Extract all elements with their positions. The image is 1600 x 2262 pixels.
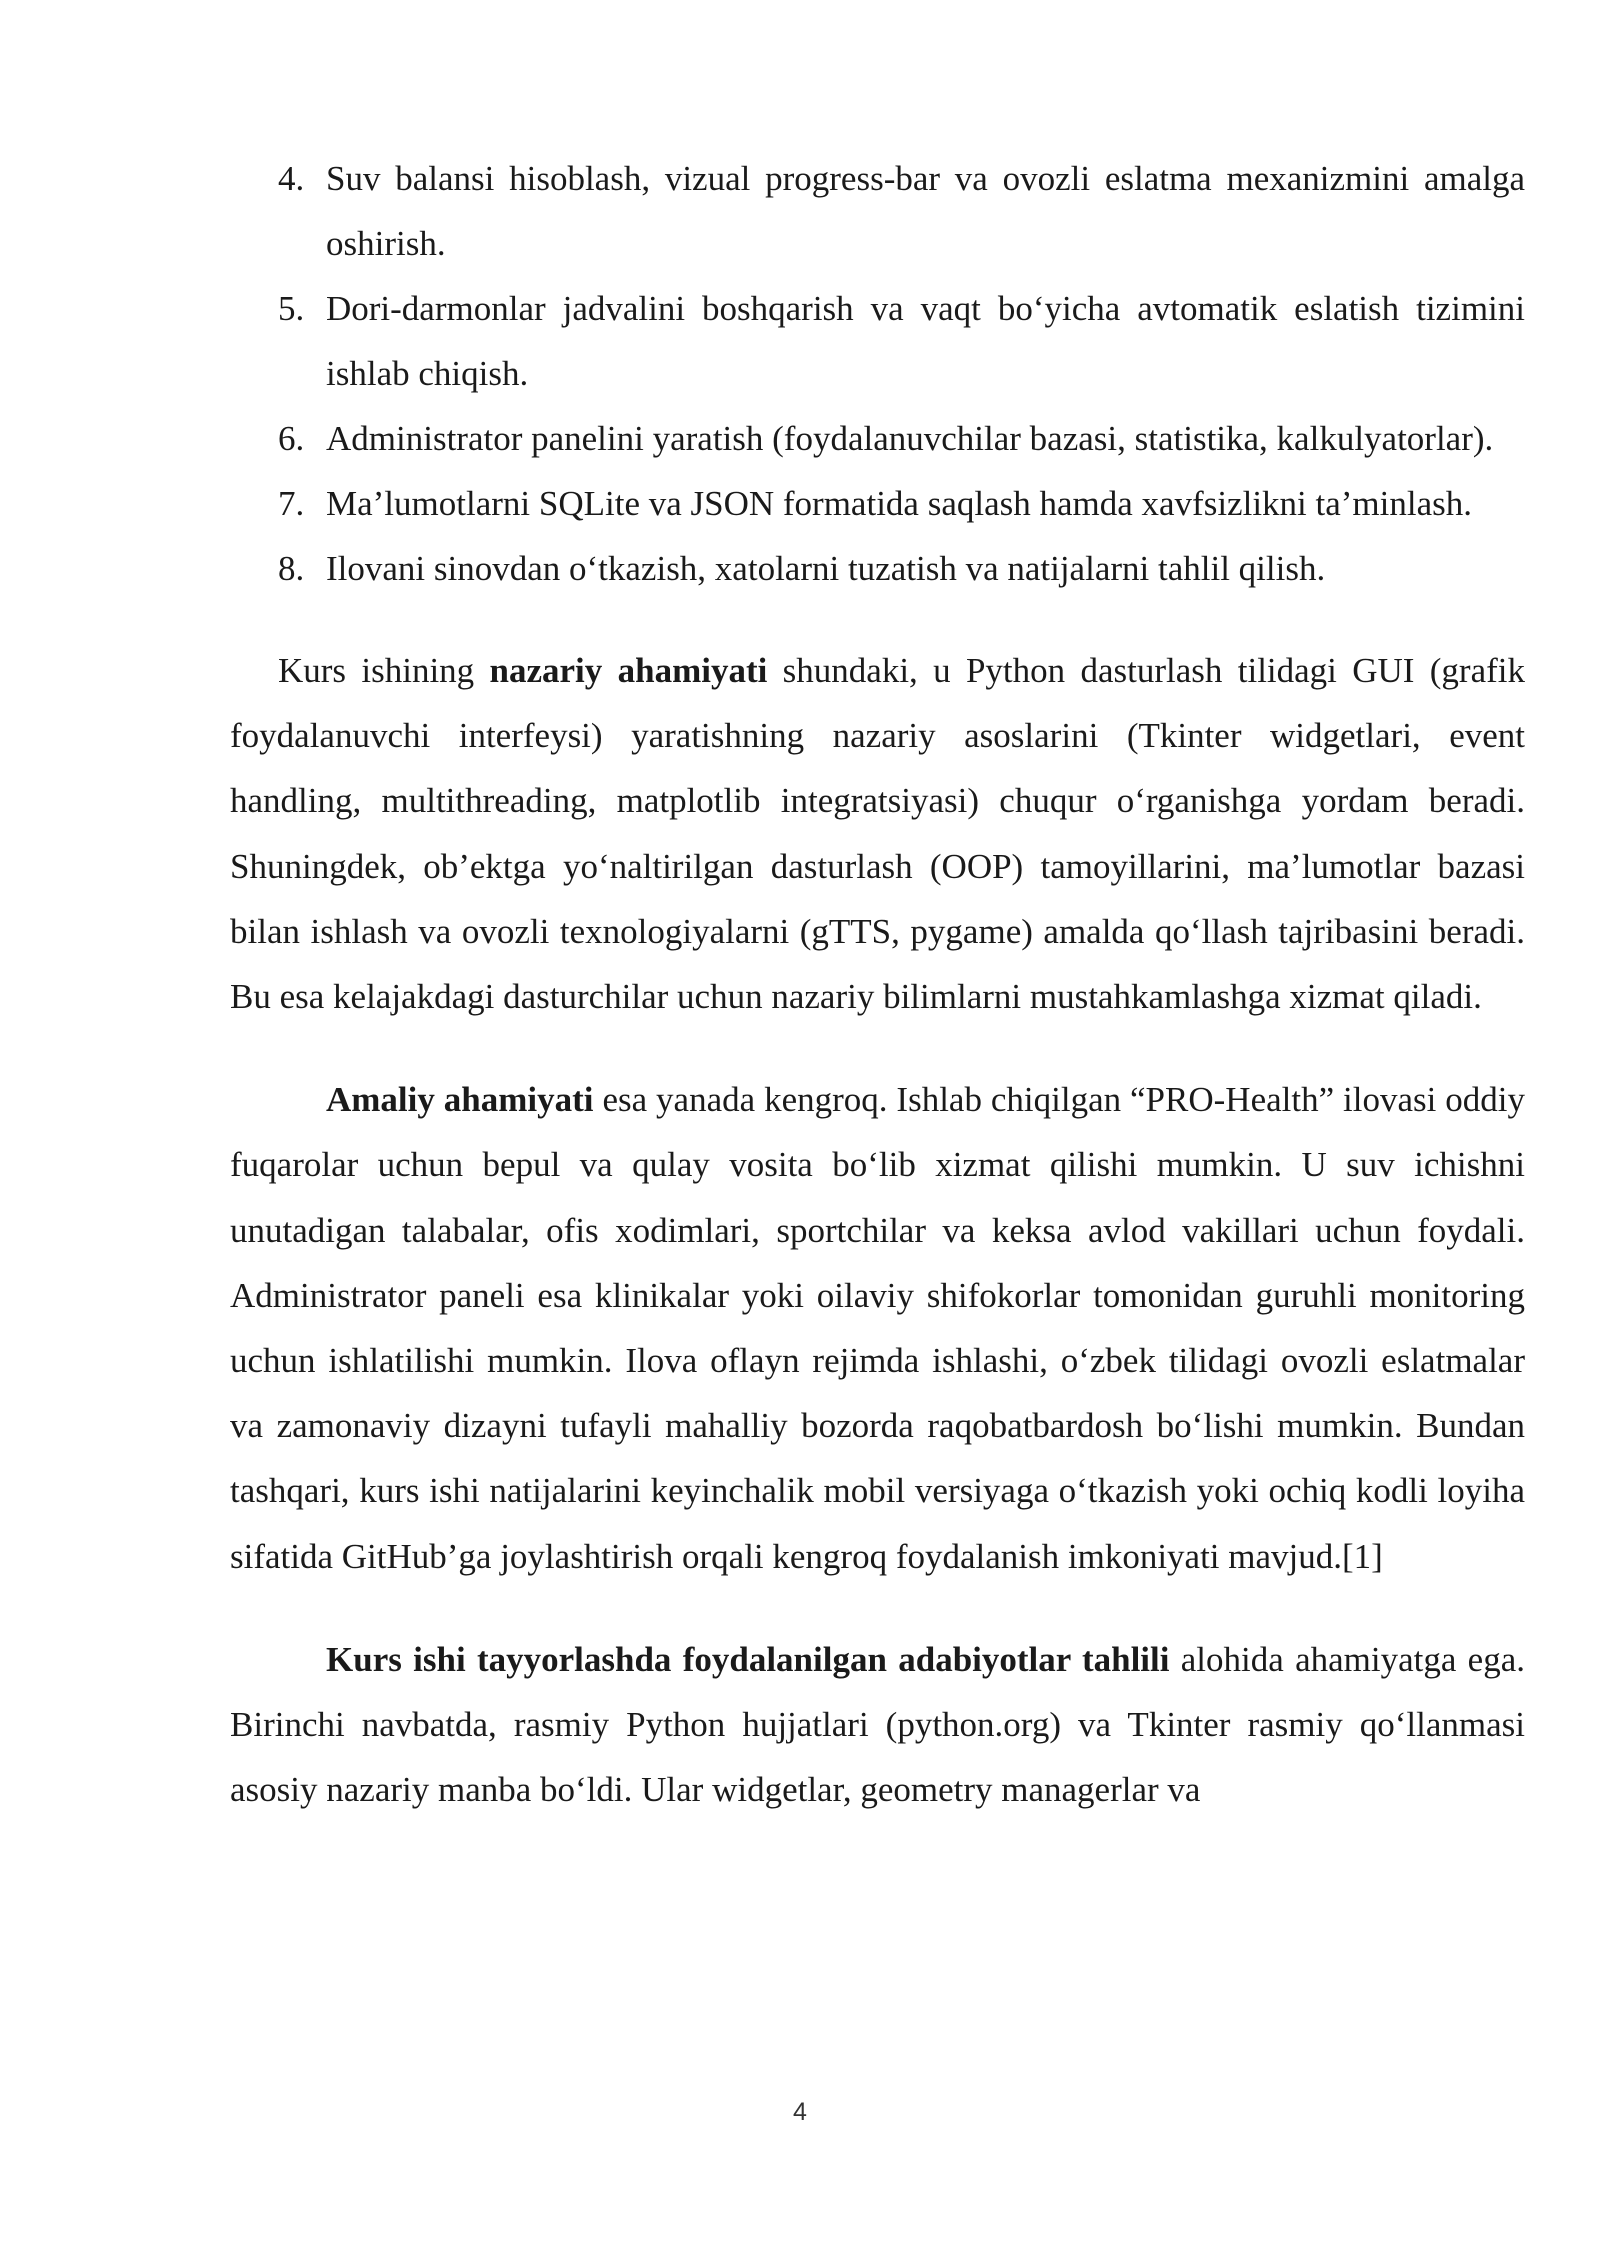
paragraph-text: shundaki, u Python dasturlash tilidagi GUI (grafik foydalanuvchi interfeysi) yaratishning nazariy asoslarini (Tkinter widgetlari, event handling, multithreading, matplotlib integratsiyasi) chuqur o‘rganishga yordam beradi. Shuningdek, ob’ektga yo‘naltirilgan dasturlash (OOP) tamoyillarini, ma’lumotlar bazasi bilan ishlash va ovozli texnologiyalarni (gTTS, pygame) amalda qo‘llash tajribasini beradi. Bu esa kelajakdagi dasturchilar uchun nazariy bilimlarni mustahkamlashga xizmat qiladi. (230, 651, 1525, 1017)
page-content (230, 146, 1525, 1822)
list-item (230, 146, 1525, 276)
list-item-text: Dori-darmonlar jadvalini boshqarish va vaqt bo‘yicha avtomatik eslatish tizimini ishlab chiqish. (326, 289, 1525, 393)
list-item-text: Suv balansi hisoblash, vizual progress-bar va ovozli eslatma mexanizmini amalga oshirish. (326, 159, 1525, 263)
paragraph-text: Kurs ishining (278, 651, 490, 690)
list-item (230, 276, 1525, 406)
list-item-text: Ilovani sinovdan o‘tkazish, xatolarni tuzatish va natijalarni tahlil qilish. (326, 549, 1326, 588)
list-item-number: 4. (278, 159, 305, 198)
list-item (230, 406, 1525, 471)
list-item-number: 7. (278, 484, 305, 523)
paragraph-text: esa yanada kengroq. Ishlab chiqilgan “PRO-Health” ilovasi oddiy fuqarolar uchun bepul va qulay vosita bo‘lib xizmat qilishi mumkin. U suv ichishni unutadigan talabalar, ofis xodimlari, sportchilar va keksa avlod vakillari uchun foydali. Administrator paneli esa klinikalar yoki oilaviy shifokorlar tomonidan guruhli monitoring uchun ishlatilishi mumkin. Ilova oflayn rejimda ishlashi, o‘zbek tilidagi ovozli eslatmalar va zamonaviy dizayni tufayli mahalliy bozorda raqobatbardosh bo‘lishi mumkin. Bundan tashqari, kurs ishi natijalarini keyinchalik mobil versiyaga o‘tkazish yoki ochiq kodli loyiha sifatida GitHub’ga joylashtirish orqali kengroq foydalanish imkoniyati mavjud.[1] (230, 1080, 1526, 1576)
page-number: 4 (793, 2098, 807, 2126)
bold-term: Amaliy ahamiyati (326, 1080, 594, 1120)
list-item (230, 536, 1525, 601)
list-item (230, 471, 1525, 536)
list-item-number: 6. (278, 419, 305, 458)
bold-term: Kurs ishi tayyorlashda foydalanilgan adabiyotlar tahlili (326, 1639, 1170, 1679)
list-item-text: Administrator panelini yaratish (foydalanuvchilar bazasi, statistika, kalkulyatorlar). (326, 419, 1494, 458)
paragraph-text: alohida ahamiyatga ega. Birinchi navbatda, rasmiy Python hujjatlari (python.org) va Tkinter rasmiy qo‘llanmasi asosiy nazariy manba bo‘ldi. Ular widgetlar, geometry managerlar va (230, 1639, 1525, 1810)
paragraph-theoretical-significance (230, 638, 1525, 1029)
list-item-text: Ma’lumotlarni SQLite va JSON formatida saqlash hamda xavfsizlikni ta’minlash. (326, 484, 1473, 523)
list-item-number: 5. (278, 289, 305, 328)
paragraph-literature-analysis (230, 1627, 1525, 1823)
task-list (230, 146, 1525, 601)
list-item-number: 8. (278, 549, 305, 588)
bold-term: nazariy ahamiyati (489, 651, 768, 690)
paragraph-practical-significance (230, 1067, 1525, 1589)
